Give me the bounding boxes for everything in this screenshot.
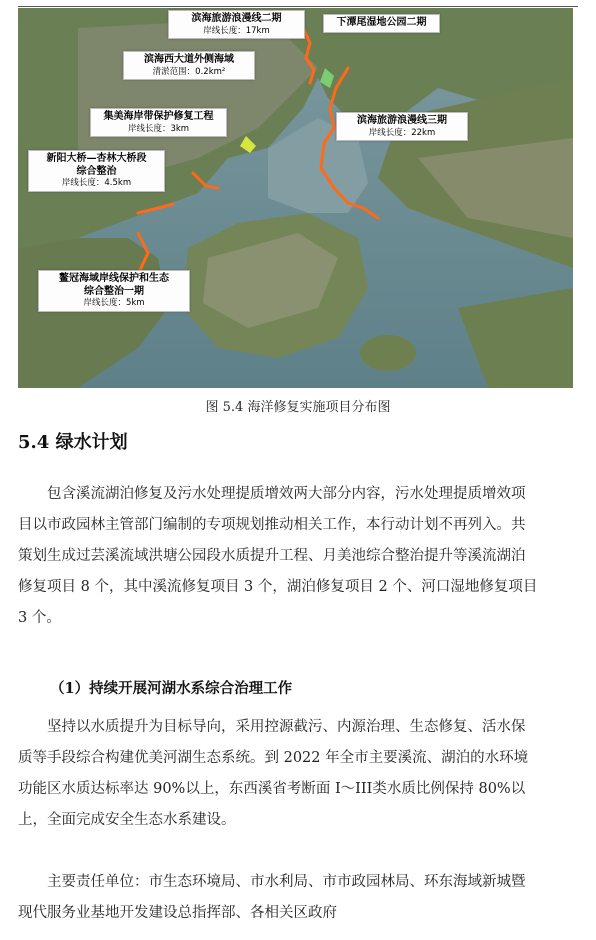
text-line: 上，全面完成安全生态水系建设。 xyxy=(18,812,236,828)
body-paragraph xyxy=(18,712,574,836)
callout-binhai-phase3 xyxy=(336,112,468,141)
callout-binhai-west xyxy=(123,51,255,80)
text-line: 功能区水质达标率达 90%以上，东西溪省考断面 I～III类水质比例保持 80%以 xyxy=(18,781,526,797)
callout-detail: 岸线长度：4.5km xyxy=(61,178,132,188)
text-line: 3 个。 xyxy=(18,610,61,626)
intro-paragraph xyxy=(18,479,574,634)
callout-title: 新阳大桥—杏林大桥段 xyxy=(46,153,147,164)
text-line: 修复项目 8 个，其中溪流修复项目 3 个，湖泊修复项目 2 个、河口湿地修复项目 xyxy=(18,579,538,595)
header-rule xyxy=(18,6,578,7)
callout-xinyang xyxy=(28,150,165,192)
text-line: 目以市政园林主管部门编制的专项规划推动相关工作，本行动计划不再列入。共 xyxy=(18,517,526,533)
text-line: 质等手段综合构建优美河湖生态系统。到 2022 年全市主要溪流、湖泊的水环境 xyxy=(18,750,529,766)
section-title: 5.4 绿水计划 xyxy=(18,432,128,453)
figure-caption: 图 5.4 海洋修复实施项目分布图 xyxy=(205,400,391,415)
callout-detail: 岸线长度：17km xyxy=(203,25,270,36)
responsibility-paragraph xyxy=(18,867,574,929)
islet xyxy=(360,335,416,371)
text-line: 策划生成过芸溪流域洪塘公园段水质提升工程、月美池综合整治提升等溪流湖泊 xyxy=(18,548,526,564)
callout-aoguan xyxy=(38,270,190,312)
callout-jimei xyxy=(90,108,227,137)
project-distribution-map xyxy=(18,8,573,388)
callout-detail: 岸线长度：3km xyxy=(127,123,190,134)
callout-title: 滨海西大道外侧海域 xyxy=(144,54,234,65)
callout-xiatanwei xyxy=(323,14,440,33)
callout-title: 鳌冠海域岸线保护和生态 xyxy=(59,273,169,284)
satellite-map xyxy=(18,8,573,388)
callout-title-2: 综合整治 xyxy=(76,165,117,177)
callout-title: 滨海旅游浪漫线三期 xyxy=(357,115,447,126)
callout-title-2: 综合整治一期 xyxy=(84,285,144,297)
callout-detail: 岸线长度：5km xyxy=(83,298,145,308)
callout-binhai-phase2 xyxy=(168,10,305,39)
text-line: 主要责任单位：市生态环境局、市水利局、市市政园林局、环东海域新城暨 xyxy=(47,874,526,890)
callout-title: 集美海岸带保护修复工程 xyxy=(103,111,214,122)
text-line: 坚持以水质提升为目标导向，采用控源截污、内源治理、生态修复、活水保 xyxy=(47,719,526,735)
callout-detail: 清淤范围：0.2km² xyxy=(152,66,226,77)
subsection-title: （1）持续开展河湖水系综合治理工作 xyxy=(50,680,293,697)
text-line: 现代服务业基地开发建设总指挥部、各相关区政府 xyxy=(18,905,337,921)
callout-detail: 岸线长度：22km xyxy=(368,127,436,138)
callout-title: 下潭尾湿地公园二期 xyxy=(336,17,427,28)
text-line: 包含溪流湖泊修复及污水处理提质增效两大部分内容，污水处理提质增效项 xyxy=(47,486,526,502)
callout-title: 滨海旅游浪漫线二期 xyxy=(191,13,282,24)
